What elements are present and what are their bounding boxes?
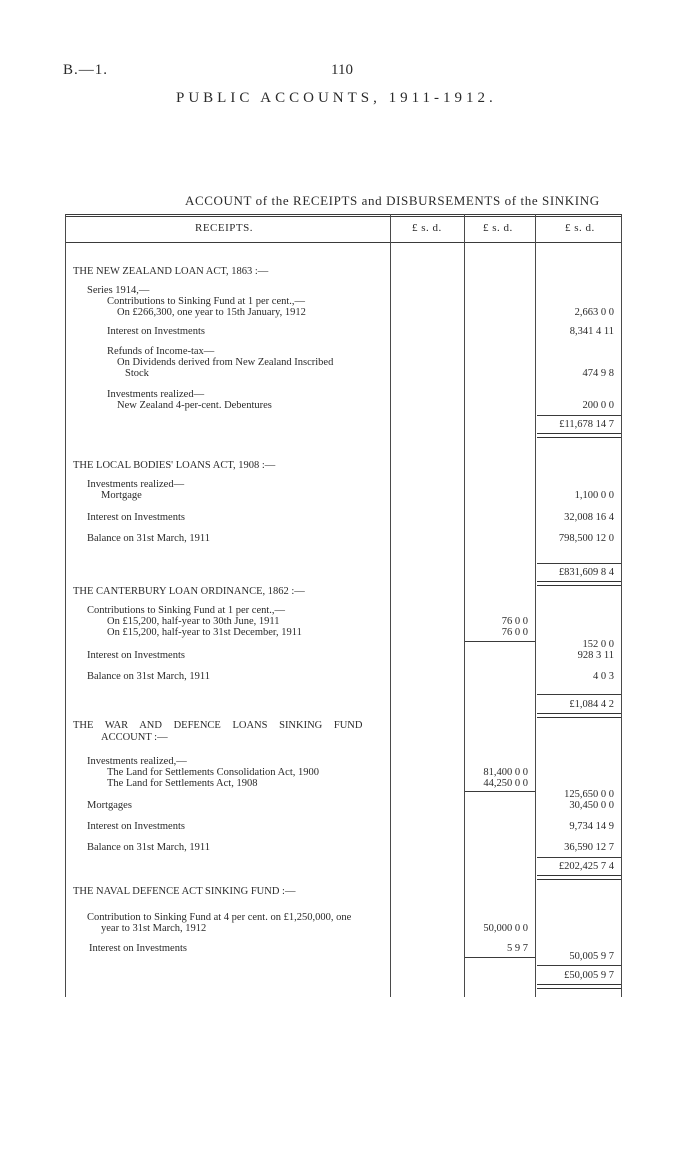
section-heading: THE WAR AND DEFENCE LOANS SINKING FUND	[73, 720, 363, 731]
lsd-header-2: £ s. d.	[483, 222, 513, 234]
column-divider-3	[535, 214, 536, 997]
section-heading-continued: ACCOUNT :—	[101, 732, 168, 743]
amount: 125,650 0 0	[564, 789, 614, 800]
line-item: Stock	[125, 368, 149, 379]
amount: 36,590 12 7	[564, 842, 614, 853]
line-item: Contributions to Sinking Fund at 1 per cent.,—	[107, 296, 306, 307]
line-item: Contribution to Sinking Fund at 4 per cent. on £1,250,000, one	[87, 912, 352, 923]
line-item: Balance on 31st March, 1911	[87, 533, 210, 544]
total-double-rule	[537, 984, 621, 989]
total-double-rule	[537, 713, 621, 718]
sub-amount: 76 0 0	[501, 616, 528, 627]
line-item: Investments realized—	[107, 389, 205, 400]
line-item: Interest on Investments	[87, 512, 185, 523]
line-item: On £15,200, half-year to 31st December, 1911	[107, 627, 302, 638]
line-item: Interest on Investments	[89, 943, 187, 954]
line-item: On £266,300, one year to 15th January, 1912	[117, 307, 306, 318]
table-top-rule-2	[65, 216, 622, 217]
line-item: Mortgages	[87, 800, 132, 811]
line-item: On £15,200, half-year to 30th June, 1911	[107, 616, 280, 627]
amount: 8,341 4 11	[569, 326, 614, 337]
line-item: Balance on 31st March, 1911	[87, 671, 210, 682]
line-item: Series 1914,—	[87, 285, 150, 296]
amount: 4 0 3	[593, 671, 614, 682]
sub-amount: 44,250 0 0	[483, 778, 528, 789]
column-divider-2	[464, 214, 465, 997]
amount: 2,663 0 0	[574, 307, 614, 318]
subtotal-rule	[465, 641, 535, 642]
sub-amount: 50,000 0 0	[483, 923, 528, 934]
subtotal-rule	[465, 957, 535, 958]
subtotal-rule	[537, 694, 621, 695]
line-item: On Dividends derived from New Zealand Inscribed	[117, 357, 334, 368]
total-double-rule	[537, 581, 621, 586]
line-item: Refunds of Income-tax—	[107, 346, 215, 357]
left-border	[65, 214, 66, 997]
receipts-table	[65, 214, 622, 997]
line-item: year to 31st March, 1912	[101, 923, 207, 934]
section-heading: THE NEW ZEALAND LOAN ACT, 1863 :—	[73, 266, 269, 277]
line-item: Balance on 31st March, 1911	[87, 842, 210, 853]
amount: 32,008 16 4	[564, 512, 614, 523]
total-double-rule	[537, 433, 621, 438]
line-item: Investments realized,—	[87, 756, 187, 767]
right-border	[621, 214, 622, 997]
section-total: £202,425 7 4	[558, 861, 614, 872]
line-item: Interest on Investments	[107, 326, 205, 337]
line-item: Investments realized—	[87, 479, 185, 490]
lsd-header-1: £ s. d.	[412, 222, 442, 234]
amount: 50,005 9 7	[569, 951, 614, 962]
amount: 30,450 0 0	[569, 800, 614, 811]
section-total: £1,084 4 2	[569, 699, 614, 710]
line-item: Interest on Investments	[87, 821, 185, 832]
amount: 200 0 0	[582, 400, 614, 411]
amount: 928 3 11	[577, 650, 614, 661]
lsd-header-3: £ s. d.	[565, 222, 595, 234]
total-double-rule	[537, 875, 621, 880]
sub-amount: 5 9 7	[507, 943, 528, 954]
receipts-header: RECEIPTS.	[195, 222, 253, 234]
subtotal-rule	[537, 563, 621, 564]
section-heading: THE NAVAL DEFENCE ACT SINKING FUND :—	[73, 886, 296, 897]
section-heading: THE CANTERBURY LOAN ORDINANCE, 1862 :—	[73, 586, 305, 597]
line-item: Interest on Investments	[87, 650, 185, 661]
header-bottom-rule	[65, 242, 622, 243]
amount: 152 0 0	[582, 639, 614, 650]
subtotal-rule	[537, 965, 621, 966]
column-divider-1	[390, 214, 391, 997]
amount: 798,500 12 0	[558, 533, 614, 544]
section-total: £50,005 9 7	[564, 970, 614, 981]
amount: 474 9 8	[582, 368, 614, 379]
subtotal-rule	[537, 415, 621, 416]
section-total: £831,609 8 4	[558, 567, 614, 578]
line-item: The Land for Settlements Consolidation Act, 1900	[107, 767, 320, 778]
account-title: ACCOUNT of the RECEIPTS and DISBURSEMENTS of the SINKING	[185, 193, 600, 208]
sub-amount: 81,400 0 0	[483, 767, 528, 778]
section-heading: THE LOCAL BODIES' LOANS ACT, 1908 :—	[73, 460, 276, 471]
document-reference: B.—1.	[63, 62, 109, 78]
amount: 9,734 14 9	[569, 821, 614, 832]
subtotal-rule	[537, 857, 621, 858]
line-item: Contributions to Sinking Fund at 1 per cent.,—	[87, 605, 286, 616]
section-total: £11,678 14 7	[559, 419, 614, 430]
subtotal-rule	[465, 791, 535, 792]
amount: 1,100 0 0	[574, 490, 614, 501]
page-title: PUBLIC ACCOUNTS, 1911-1912.	[176, 90, 497, 106]
table-top-rule	[65, 214, 622, 215]
sub-amount: 76 0 0	[501, 627, 528, 638]
page-number: 110	[331, 62, 353, 78]
line-item: Mortgage	[101, 490, 142, 501]
line-item: New Zealand 4-per-cent. Debentures	[117, 400, 272, 411]
line-item: The Land for Settlements Act, 1908	[107, 778, 258, 789]
